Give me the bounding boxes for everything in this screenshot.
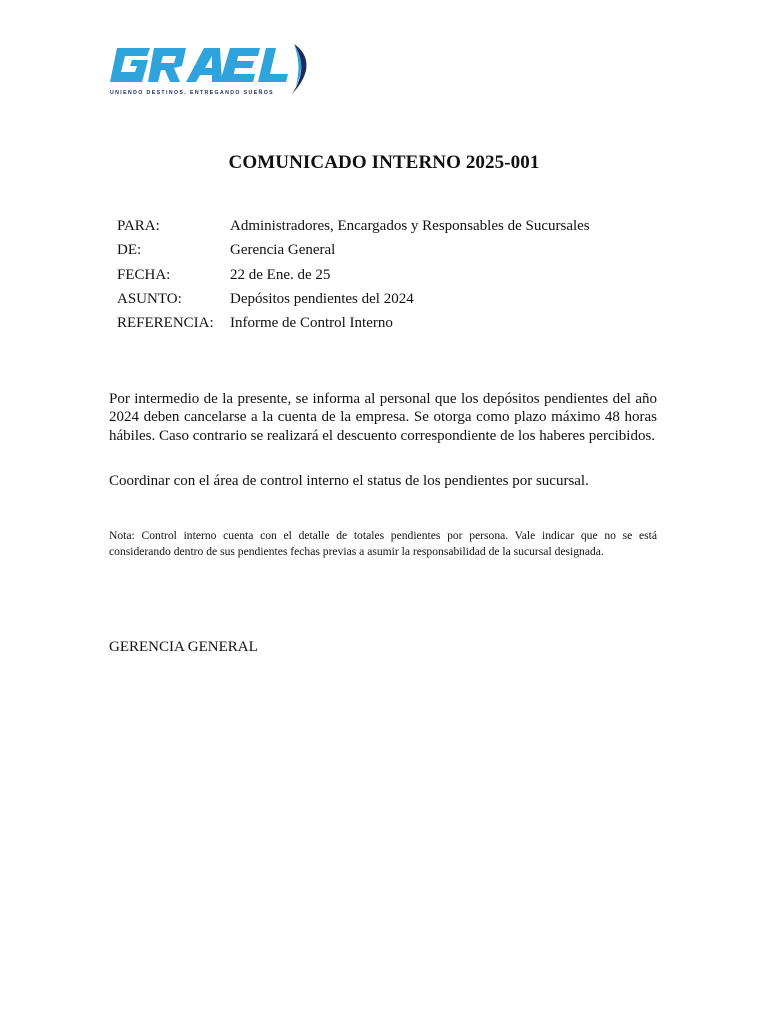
memo-header-row-para bbox=[117, 214, 590, 238]
memo-header-row-de bbox=[117, 238, 590, 262]
memo-header-label: PARA: bbox=[117, 218, 160, 234]
memo-header-value: Gerencia General bbox=[230, 242, 336, 259]
signature: GERENCIA GENERAL bbox=[109, 639, 258, 655]
memo-header bbox=[117, 214, 590, 335]
memo-header-label: ASUNTO: bbox=[117, 290, 182, 307]
memo-header-label: DE: bbox=[117, 242, 142, 259]
body-paragraph: Coordinar con el área de control interno el status de los pendientes por sucursal. bbox=[109, 473, 589, 489]
memo-header-row-referencia bbox=[117, 311, 590, 335]
memo-header-value: 22 de Ene. de 25 bbox=[230, 266, 331, 283]
document-title: COMUNICADO INTERNO 2025-001 bbox=[228, 152, 540, 173]
footnote: Nota: Control interno cuenta con el detalle de totales pendientes por persona. Vale indicar que no se está considerando dentro de sus pendientes fechas previas a asumir la responsabilidad de la sucursal designada. bbox=[109, 529, 657, 559]
body-paragraph: Por intermedio de la presente, se informa al personal que los depósitos pendientes del año 2024 deben cancelarse a la cuenta de la empresa. Se otorga como plazo máximo 48 horas hábiles. Caso contrario se realizará el descuento correspondiente de los haberes percibidos. bbox=[109, 391, 657, 444]
company-logo bbox=[108, 42, 314, 100]
memo-header-label: FECHA: bbox=[117, 266, 171, 283]
memo-header-row-asunto bbox=[117, 287, 590, 311]
logo-tagline: UNIENDO DESTINOS, ENTREGANDO SUEÑOS bbox=[110, 90, 275, 96]
memo-header-label: REFERENCIA: bbox=[117, 315, 214, 332]
memo-header-value: Informe de Control Interno bbox=[230, 315, 393, 332]
memo-header-value: Administradores, Encargados y Responsables de Sucursales bbox=[230, 218, 590, 234]
memo-header-row-fecha bbox=[117, 263, 590, 287]
memo-header-value: Depósitos pendientes del 2024 bbox=[230, 290, 414, 307]
